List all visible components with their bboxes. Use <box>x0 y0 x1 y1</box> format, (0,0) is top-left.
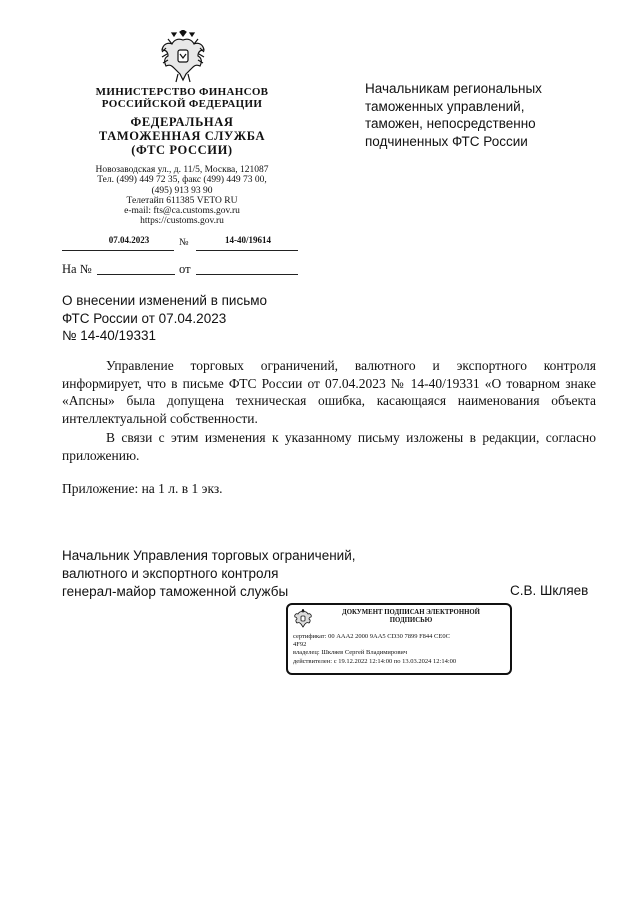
stamp-details <box>293 633 507 666</box>
subject-line: ФТС России от 07.04.2023 <box>62 310 227 326</box>
on-reference-date-blank <box>196 274 298 275</box>
stamp-emblem-icon <box>294 609 312 629</box>
contact-details <box>62 165 302 227</box>
contact-phone-fax: Тел. (499) 449 72 35, факс (499) 449 73 00, <box>97 175 267 186</box>
ministry-name-line2: РОССИЙСКОЙ ФЕДЕРАЦИИ <box>101 98 263 110</box>
stamp-title-line2: ПОДПИСЬЮ <box>389 617 433 624</box>
contact-teletype: Телетайп 611385 VETO RU <box>126 195 238 206</box>
registration-date: 07.04.2023 <box>108 235 150 245</box>
stamp-title-line1: ДОКУМЕНТ ПОДПИСАН ЭЛЕКТРОННОЙ <box>342 609 480 616</box>
registration-number: 14-40/19614 <box>225 235 271 245</box>
registration-date-underline <box>62 249 174 251</box>
stamp-validity: действителен: с 19.12.2022 12:14:00 по 13.03.2024 12:14:00 <box>293 657 457 665</box>
service-name <box>62 115 302 157</box>
service-name-line3: (ФТС РОССИИ) <box>131 143 233 157</box>
stamp-title <box>316 609 506 625</box>
service-name-line2: ТАМОЖЕННАЯ СЛУЖБА <box>98 129 266 143</box>
signatory-position-line: валютного и экспортного контроля <box>62 566 279 581</box>
signatory-position <box>62 547 422 601</box>
contact-email: e-mail: fts@ca.customs.gov.ru <box>124 206 240 217</box>
body-paragraph-2: В связи с этим изменения к указанному письму изложены в редакции, согласно приложению. <box>62 430 596 463</box>
contact-phone-2: (495) 913 93 90 <box>151 185 213 196</box>
contact-website: https://customs.gov.ru <box>140 216 224 227</box>
recipient-line: подчиненных ФТС России <box>365 133 528 149</box>
recipient-block <box>365 80 600 150</box>
letter-subject <box>62 292 322 345</box>
stamp-certificate: сертификат: 00 AAA2 2000 9AA5 CD30 7899 F844 CE0C <box>293 633 450 640</box>
signatory-position-line: генерал-майор таможенной службы <box>62 584 289 599</box>
ministry-name-line1: МИНИСТЕРСТВО ФИНАНСОВ <box>95 86 269 98</box>
recipient-line: таможен, непосредственно <box>365 116 536 131</box>
signatory-position-line: Начальник Управления торговых ограничений, <box>62 548 356 563</box>
contact-address: Новозаводская ул., д. 11/5, Москва, 121087 <box>95 165 269 175</box>
electronic-signature-stamp <box>286 603 512 675</box>
signatory-name: С.В. Шкляев <box>510 583 589 598</box>
body-paragraph-1: Управление торговых ограничений, валютного и экспортного контроля информирует, что в письме ФТС России от 07.04.2023 № 14-40/19331 «О товарном знаке «Апсны» была допущена техническая ошибка, касающаяся наименования объекта интеллектуальной собственности. <box>62 358 596 426</box>
stamp-certificate-continued: 4F92 <box>293 641 307 649</box>
registration-number-underline <box>196 249 298 251</box>
ministry-name <box>62 86 302 110</box>
on-reference-number-blank <box>97 274 175 275</box>
recipient-line: Начальникам региональных <box>365 81 542 96</box>
letter-body <box>62 357 596 464</box>
stamp-owner: владелец: Шкляев Сергей Владимирович <box>293 649 408 657</box>
coat-of-arms-emblem <box>160 30 206 84</box>
subject-line: № 14-40/19331 <box>62 328 157 343</box>
on-reference-from-label: от <box>179 262 191 276</box>
registration-number-sign: № <box>179 237 189 248</box>
recipient-line: таможенных управлений, <box>365 98 525 114</box>
service-name-line1: ФЕДЕРАЛЬНАЯ <box>130 115 234 129</box>
subject-line: О внесении изменений в письмо <box>62 293 268 308</box>
attachment-note: Приложение: на 1 л. в 1 экз. <box>62 481 223 496</box>
on-reference-label: На № <box>62 262 92 276</box>
